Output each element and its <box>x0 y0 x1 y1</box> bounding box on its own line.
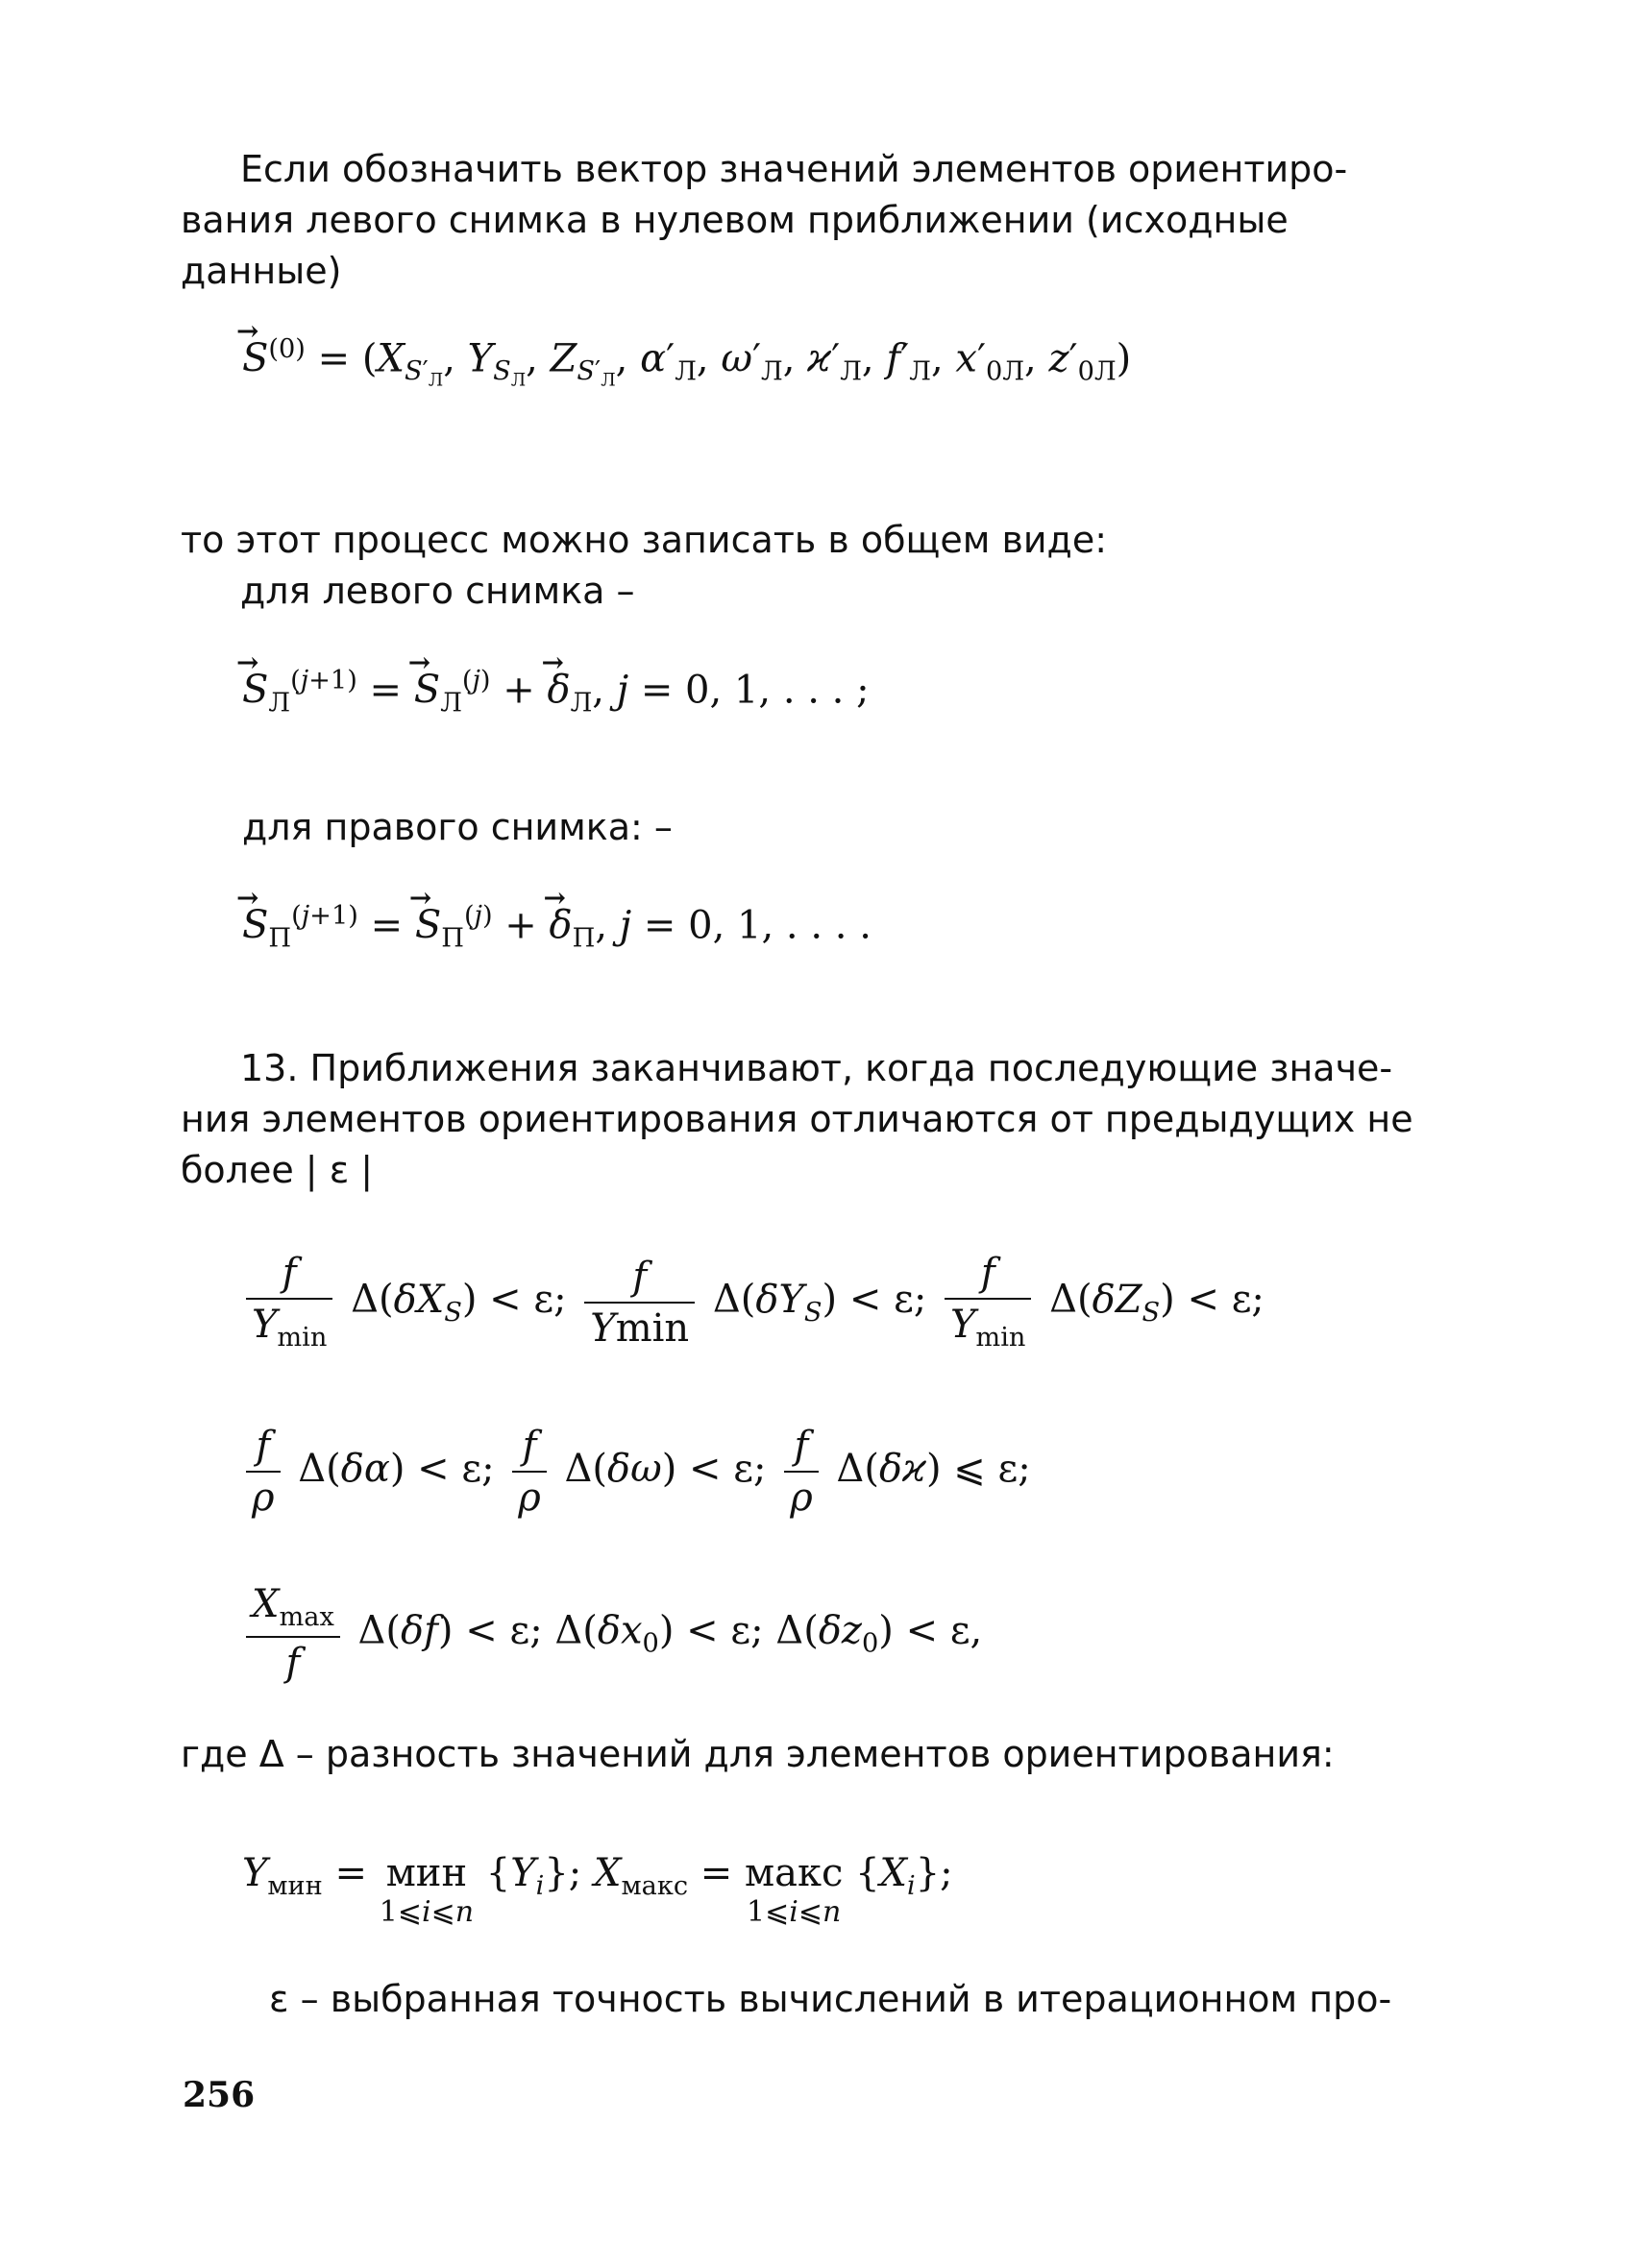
text-line: 13. Приближения заканчивают, когда последующие значе- <box>240 1047 1393 1089</box>
paragraph-epsilon <box>269 1974 1391 2025</box>
text-line: Если обозначить вектор значений элементов ориентиро- <box>240 148 1348 190</box>
equation-conditions-1: $\frac{f}{Y_{min}}$ $\Delta(\delta X_S) < \varepsilon$; $\frac{f}{Ymin}$ $\Delta(\delta Y_S) < \varepsilon$; $\frac{f}{Y_{min}}$ $\Delta(\delta Z_S) < \varepsilon$; <box>240 1254 1264 1351</box>
paragraph-process <box>181 515 1107 617</box>
text-line: для левого снимка – <box>240 570 635 612</box>
equation-min-max: $Y_{мин}$ = мин 1⩽i⩽n $\{Y_i\}$; $X_{макс}$ = макс 1⩽i⩽n $\{X_i\}$; <box>242 1851 953 1929</box>
text-line: ε – выбранная точность вычислений в итерационном про- <box>269 1978 1392 2020</box>
text-line: то этот процесс можно записать в общем виде: <box>181 519 1108 561</box>
paragraph-right-image <box>242 802 673 853</box>
text-line: данные) <box>181 250 342 292</box>
paragraph-step-13 <box>181 1043 1413 1196</box>
equation-left-iteration: → $S_Л^{(j+1)}$ = → $S_Л^{(j)}$ + → $\delta_Л$, j = 0, 1, . . . ; <box>242 668 870 717</box>
text-line: где Δ – разность значений для элементов ориентирования: <box>181 1733 1335 1775</box>
page-number: 256 <box>183 2075 256 2115</box>
text-line: вания левого снимка в нулевом приближении (исходные <box>181 199 1289 241</box>
text-line: для правого снимка: – <box>242 806 673 848</box>
equation-conditions-2: $\frac{f}{\rho}$ Δ(δα) < ε; $\frac{f}{\rho}$ Δ(δω) < ε; $\frac{f}{\rho}$ Δ(δϰ) ⩽ ε; <box>240 1427 1031 1517</box>
paragraph-delta <box>181 1729 1335 1780</box>
equation-s0: → $S^{(0)} = (X_{S'_Л}$, $Y_{S_Л}$, $Z_{S'_Л}$, $\alpha'_Л$, $\omega'_Л$, $ϰ'_Л$, $f'_Л$, $x'_{0Л}$, $z'_{0Л}$) <box>242 336 1131 390</box>
paragraph-intro <box>181 144 1348 297</box>
equation-conditions-3: $\frac{X_{max}}{f}$ Δ(δf) < ε; $\Delta(\delta x_0) < \varepsilon$; $\Delta(\delta z_0) < \varepsilon$, <box>240 1585 982 1682</box>
text-line: более | ε | <box>181 1149 374 1191</box>
text-line: ния элементов ориентирования отличаются от предыдущих не <box>181 1098 1413 1140</box>
equation-right-iteration: → $S_П^{(j+1)}$ = → $S_П^{(j)}$ + → $\delta_П$, j = 0, 1, . . . . <box>242 903 872 952</box>
